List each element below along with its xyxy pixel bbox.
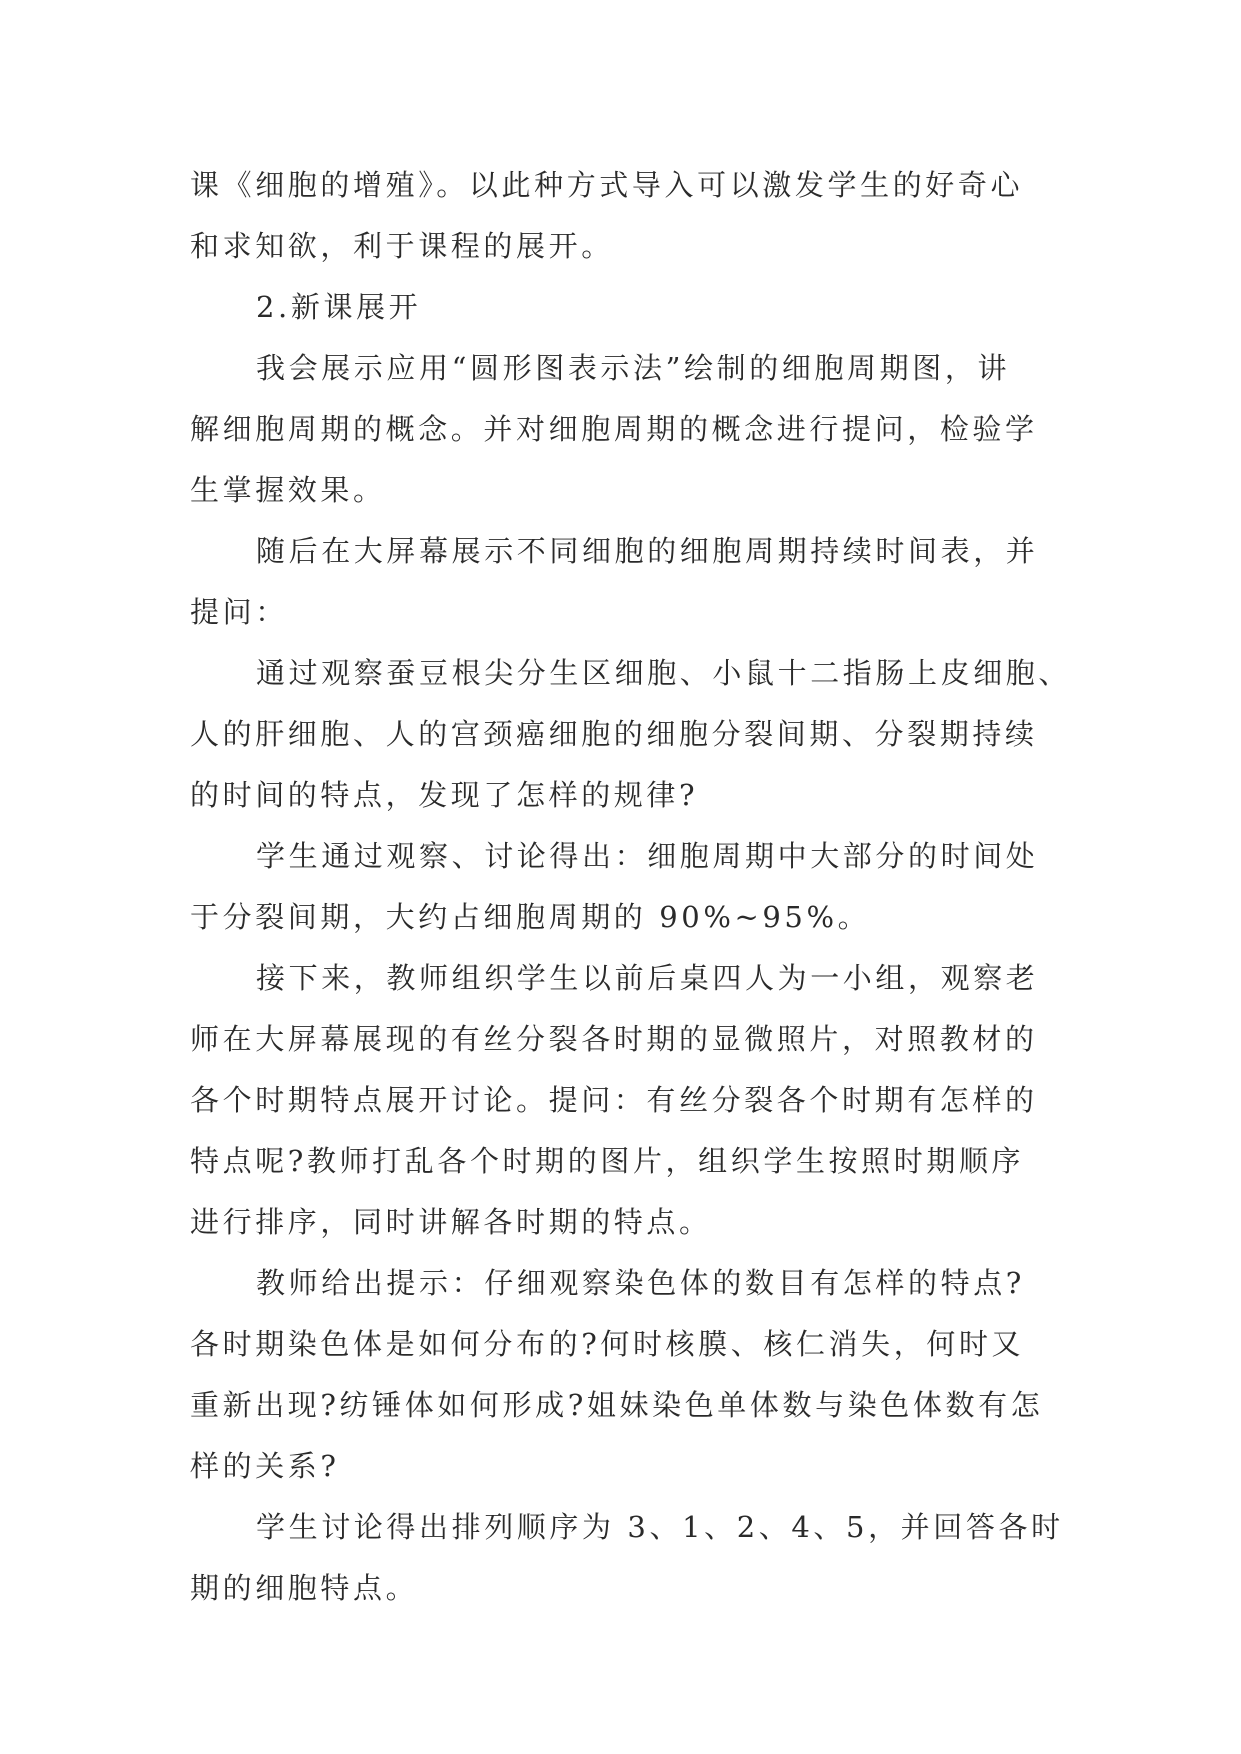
text-line: 生掌握效果。 — [190, 473, 386, 507]
text-line: 课《细胞的增殖》。以此种方式导入可以激发学生的好奇心 — [190, 168, 1024, 202]
text-line: 特点呢?教师打乱各个时期的图片，组织学生按照时期顺序 — [190, 1144, 1025, 1178]
document-body — [190, 155, 1072, 1619]
text-line: 各时期染色体是如何分布的?何时核膜、核仁消失，何时又 — [190, 1327, 1025, 1361]
text-line: 我会展示应用“圆形图表示法”绘制的细胞周期图，讲 — [256, 351, 1011, 385]
text-line: 各个时期特点展开讨论。提问：有丝分裂各个时期有怎样的 — [190, 1083, 1038, 1117]
text-line: 接下来，教师组织学生以前后桌四人为一小组，观察老 — [256, 961, 1039, 995]
text-line: 师在大屏幕展现的有丝分裂各时期的显微照片，对照教材的 — [190, 1022, 1038, 1056]
text-line: 的时间的特点，发现了怎样的规律? — [190, 778, 699, 812]
text-line: 样的关系? — [190, 1449, 340, 1483]
text-line: 重新出现?纺锤体如何形成?姐妹染色单体数与染色体数有怎 — [190, 1388, 1044, 1422]
text-line: 学生通过观察、讨论得出：细胞周期中大部分的时间处 — [256, 839, 1039, 873]
text-line: 期的细胞特点。 — [190, 1571, 419, 1605]
section-heading: 2.新课展开 — [256, 290, 422, 324]
text-line: 学生讨论得出排列顺序为 3、1、2、4、5，并回答各时 — [256, 1510, 1064, 1544]
text-line: 进行排序，同时讲解各时期的特点。 — [190, 1205, 712, 1239]
text-line: 和求知欲，利于课程的展开。 — [190, 229, 614, 263]
text-line: 于分裂间期，大约占细胞周期的 90%~95%。 — [190, 900, 871, 934]
text-line: 提问： — [190, 595, 288, 629]
text-line: 随后在大屏幕展示不同细胞的细胞周期持续时间表，并 — [256, 534, 1039, 568]
text-line: 通过观察蚕豆根尖分生区细胞、小鼠十二指肠上皮细胞、 — [256, 656, 1072, 690]
text-line: 人的肝细胞、人的宫颈癌细胞的细胞分裂间期、分裂期持续 — [190, 717, 1038, 751]
text-line: 教师给出提示：仔细观察染色体的数目有怎样的特点? — [256, 1266, 1025, 1300]
text-line: 解细胞周期的概念。并对细胞周期的概念进行提问，检验学 — [190, 412, 1038, 446]
